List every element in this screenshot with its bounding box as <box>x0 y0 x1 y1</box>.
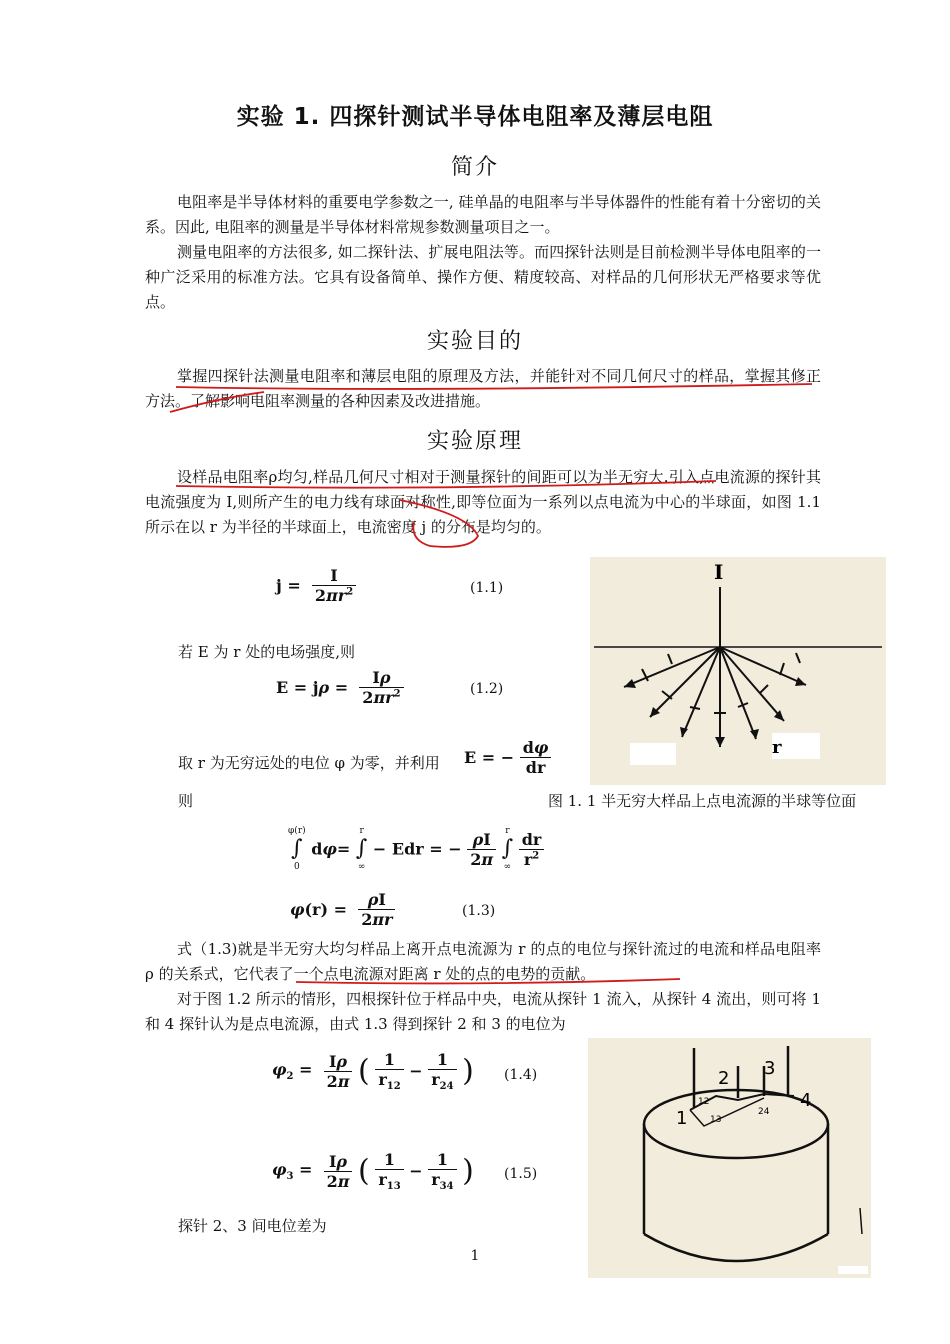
principle-paragraph: 设样品电阻率ρ均匀,样品几何尺寸相对于测量探针的间距可以为半无穷大.引入点电流源的探针其电流强度为 I,则所产生的电力线有球面对称性,即等位面为一系列以点电流为中心的半球面，如图 1.1 所示在以 r 为半径的半球面上，电流密度 j 的分布是均匀的。 <box>145 468 821 536</box>
hemisphere-diagram <box>590 557 886 785</box>
heading-intro: 简介 <box>450 155 499 180</box>
label-r: r <box>772 737 782 758</box>
equation-number: (1.1) <box>470 580 504 596</box>
equation-E-dphi: E = − $\frac{d\varphi}{dr}$ <box>464 738 551 777</box>
label-I: I <box>714 560 724 584</box>
equation-1-1: j = $\frac{I}{2\pi r^2}$ <box>276 566 356 605</box>
intro-paragraph-2: 测量电阻率的方法很多, 如二探针法、扩展电阻法等。而四探针法则是目前检测半导体电阻率的一种广泛采用的标准方法。它具有设备简单、操作方便、精度较高、对样品的几何形状无严格要求等优点。 <box>145 243 821 311</box>
equation-number: (1.4) <box>504 1067 538 1083</box>
text-then: 则 <box>178 792 194 810</box>
paragraph-fig12: 对于图 1.2 所示的情形，四根探针位于样品中央，电流从探针 1 流入，从探针 4 流出，则可将 1 和 4 探针认为是点电流源，由式 1.3 得到探针 2 和 3 的电位为 <box>145 990 821 1033</box>
text-field-strength: 若 E 为 r 处的电场强度,则 <box>178 643 355 661</box>
distance-label-24: 24 <box>758 1107 770 1117</box>
distance-label-12: 12 <box>698 1097 710 1107</box>
equation-1-2: E = jρ = $\frac{I\rho}{2\pi r^2}$ <box>276 668 404 707</box>
equation-number: (1.5) <box>504 1166 538 1182</box>
intro-paragraph-1: 电阻率是半导体材料的重要电学参数之一, 硅单晶的电阻率与半导体器件的性能有着十分密切的关系。因此, 电阻率的测量是半导体材料常规参数测量项目之一。 <box>145 193 821 236</box>
equation-integral: φ(r) ∫ 0 dφ= r ∫ ∞ − Edr = − $\frac{\rho I}{2\pi}$ r ∫ ∞ $\frac{dr}{r^2}$ <box>288 826 544 872</box>
figure-1-1 <box>590 557 886 785</box>
equation-1-4: $\varphi_2$ = $\frac{I\rho}{2\pi}$ ( $\frac{1}{r_{12}}$ − $\frac{1}{r_{24}}$ ) <box>272 1050 474 1093</box>
text-potential-difference: 探针 2、3 间电位差为 <box>178 1217 327 1235</box>
equation-1-5: $\varphi_3$ = $\frac{I\rho}{2\pi}$ ( $\frac{1}{r_{13}}$ − $\frac{1}{r_{34}}$ ) <box>272 1150 474 1193</box>
paragraph-eq13: 式（1.3)就是半无穷大均匀样品上离开点电流源为 r 的点的电位与探针流过的电流和样品电阻率 ρ 的关系式，它代表了一个点电流源对距离 r 处的点的电势的贡献。 <box>145 940 821 983</box>
equation-1-3: φ(r) = $\frac{\rho I}{2\pi r}$ <box>290 890 395 929</box>
probe-label-1: 1 <box>676 1108 688 1129</box>
probe-label-3: 3 <box>764 1058 776 1079</box>
distance-label-13: 13 <box>710 1115 722 1125</box>
purpose-paragraph: 掌握四探针法测量电阻率和薄层电阻的原理及方法，并能针对不同几何尺寸的样品，掌握其修正方法。了解影响电阻率测量的各种因素及改进措施。 <box>145 367 821 410</box>
heading-purpose: 实验目的 <box>426 329 523 354</box>
probe-label-4: 4 <box>800 1090 812 1111</box>
figure-1-2 <box>588 1038 871 1278</box>
equation-number: (1.3) <box>462 903 496 919</box>
page-number: 1 <box>470 1248 480 1264</box>
cylinder-probe-diagram <box>588 1038 871 1278</box>
page-title: 实验 1. 四探针测试半导体电阻率及薄层电阻 <box>236 104 714 130</box>
figure-1-1-caption: 图 1. 1 半无穷大样品上点电流源的半球等位面 <box>548 792 857 810</box>
equation-number: (1.2) <box>470 681 504 697</box>
probe-label-2: 2 <box>718 1068 730 1089</box>
text-potential-zero: 取 r 为无穷远处的电位 φ 为零，并利用 <box>178 754 440 772</box>
heading-principle: 实验原理 <box>426 429 523 454</box>
